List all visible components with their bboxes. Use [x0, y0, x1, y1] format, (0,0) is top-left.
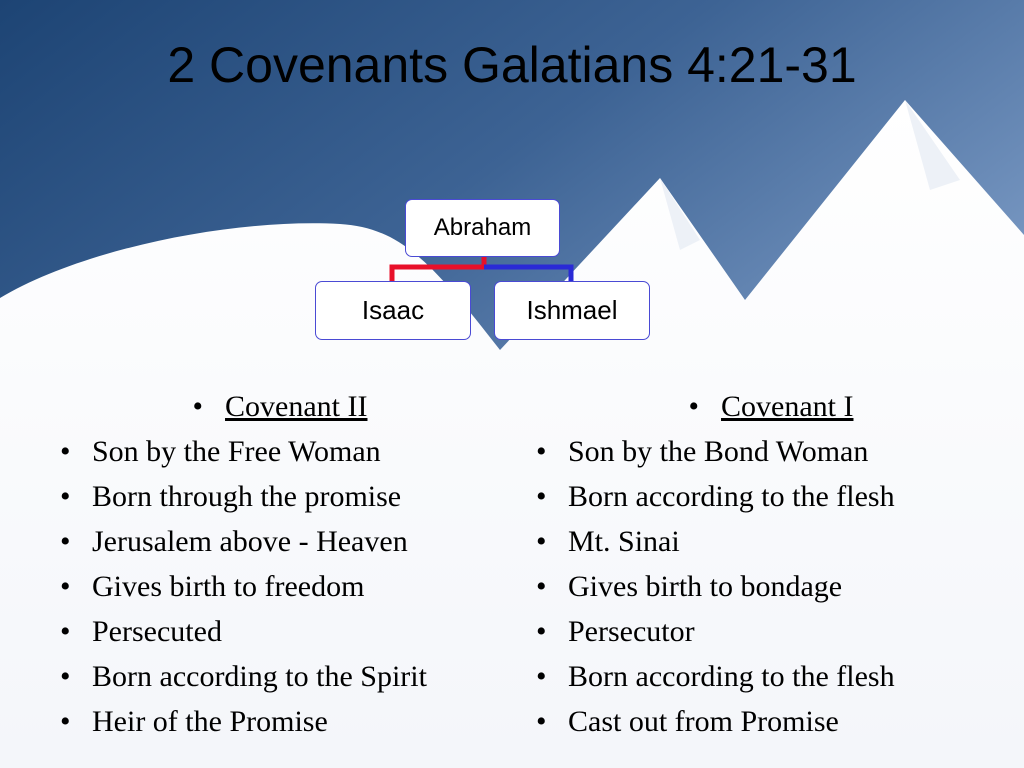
list-item-text: Son by the Free Woman	[92, 435, 381, 468]
list-item	[536, 654, 1006, 699]
list-item	[60, 654, 500, 699]
list-item	[536, 519, 1006, 564]
list-item-text: Son by the Bond Woman	[568, 435, 869, 468]
ishmael-label: Ishmael	[526, 295, 618, 325]
bullet: •	[192, 390, 204, 423]
covenant-two-heading	[60, 384, 500, 429]
slide-title: 2 Covenants Galatians 4:21-31	[167, 37, 857, 93]
bullet: •	[536, 435, 547, 468]
list-item-text: Gives birth to freedom	[92, 570, 365, 603]
list-item-text: Mt. Sinai	[568, 525, 680, 558]
list-item-text: Persecuted	[92, 615, 222, 648]
list-item	[536, 429, 1006, 474]
bullet: •	[536, 525, 547, 558]
covenant-one-list	[536, 384, 1006, 744]
covenant-two-list	[60, 384, 500, 744]
covenant-one-heading	[536, 384, 1006, 429]
list-item	[536, 609, 1006, 654]
list-item-text: Born according to the flesh	[568, 480, 895, 513]
bullet: •	[60, 660, 71, 693]
list-item-text: Heir of the Promise	[92, 705, 328, 738]
list-item	[60, 609, 500, 654]
bullet: •	[536, 660, 547, 693]
list-item	[60, 474, 500, 519]
bullet: •	[536, 615, 547, 648]
heading-text: Covenant II	[225, 390, 368, 423]
bullet: •	[60, 615, 71, 648]
list-item	[60, 519, 500, 564]
list-item-text: Born through the promise	[92, 480, 402, 513]
isaac-branch-line	[392, 256, 484, 283]
list-item	[536, 564, 1006, 609]
abraham-node	[405, 199, 560, 257]
isaac-label: Isaac	[361, 295, 425, 325]
bullet: •	[60, 570, 71, 603]
bullet: •	[688, 390, 700, 423]
bullet: •	[536, 480, 547, 513]
list-item-text: Gives birth to bondage	[568, 570, 843, 603]
isaac-node	[315, 281, 471, 340]
abraham-label: Abraham	[433, 214, 532, 241]
bullet: •	[60, 435, 71, 468]
list-item	[60, 564, 500, 609]
list-item-text: Born according to the Spirit	[92, 660, 427, 693]
list-item	[536, 699, 1006, 744]
bullet: •	[536, 705, 547, 738]
list-item-text: Cast out from Promise	[568, 705, 839, 738]
bullet: •	[60, 705, 71, 738]
heading-text: Covenant I	[721, 390, 854, 423]
list-item-text: Born according to the flesh	[568, 660, 895, 693]
bullet: •	[60, 480, 71, 513]
bullet: •	[536, 570, 547, 603]
list-item	[60, 699, 500, 744]
list-item	[536, 474, 1006, 519]
list-item-text: Jerusalem above - Heaven	[92, 525, 408, 558]
list-item-text: Persecutor	[568, 615, 695, 648]
bullet: •	[60, 525, 71, 558]
ishmael-node	[494, 281, 650, 340]
list-item	[60, 429, 500, 474]
